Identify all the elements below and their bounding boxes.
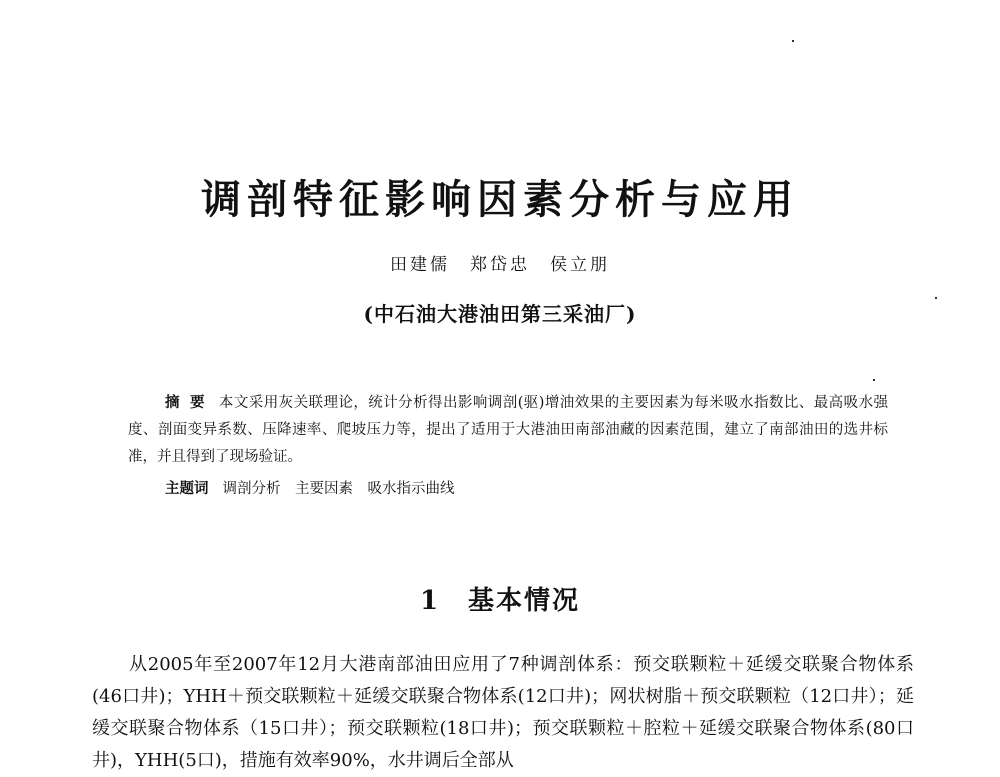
- section-number: 1: [419, 586, 441, 616]
- scan-speck: [873, 379, 875, 381]
- abstract-text: 本文采用灰关联理论，统计分析得出影响调剖(驱)增油效果的主要因素为每米吸水指数比、最高吸水强度、剖面变异系数、压降速率、爬坡压力等，提出了适用于大港油田南部油藏的因素范围，建立了南部油田的选井标准，并且得到了现场验证。: [128, 395, 889, 465]
- abstract-label: 摘要: [165, 394, 215, 411]
- affiliation: (中石油大港油田第三采油厂): [363, 302, 637, 326]
- keywords: [165, 477, 455, 498]
- author-list: 田建儒 郑岱忠 侯立朋: [390, 255, 610, 275]
- section-heading: [0, 580, 1000, 617]
- section-title: 基本情况: [468, 586, 581, 616]
- abstract: [128, 389, 888, 471]
- keywords-text: 调剖分析 主要因素 吸水指示曲线: [222, 481, 455, 497]
- body-paragraph: 从2005年至2007年12月大港南部油田应用了7种调剖体系：预交联颗粒＋延缓交联聚合物体系(46口井)；YHH＋预交联颗粒＋延缓交联聚合物体系(12口井)；网状树脂＋预交联颗粒（12口井）；延缓交联聚合物体系（15口井）；预交联颗粒(18口井)；预交联颗粒＋腔粒＋延缓交联聚合物体系(80口井)，YHH(5口)，措施有效率90%，水井调后全部从: [92, 654, 914, 771]
- paper-title: 调剖特征影响因素分析与应用: [201, 176, 799, 223]
- scan-speck: [792, 40, 794, 42]
- keywords-label: 主题词: [165, 480, 209, 497]
